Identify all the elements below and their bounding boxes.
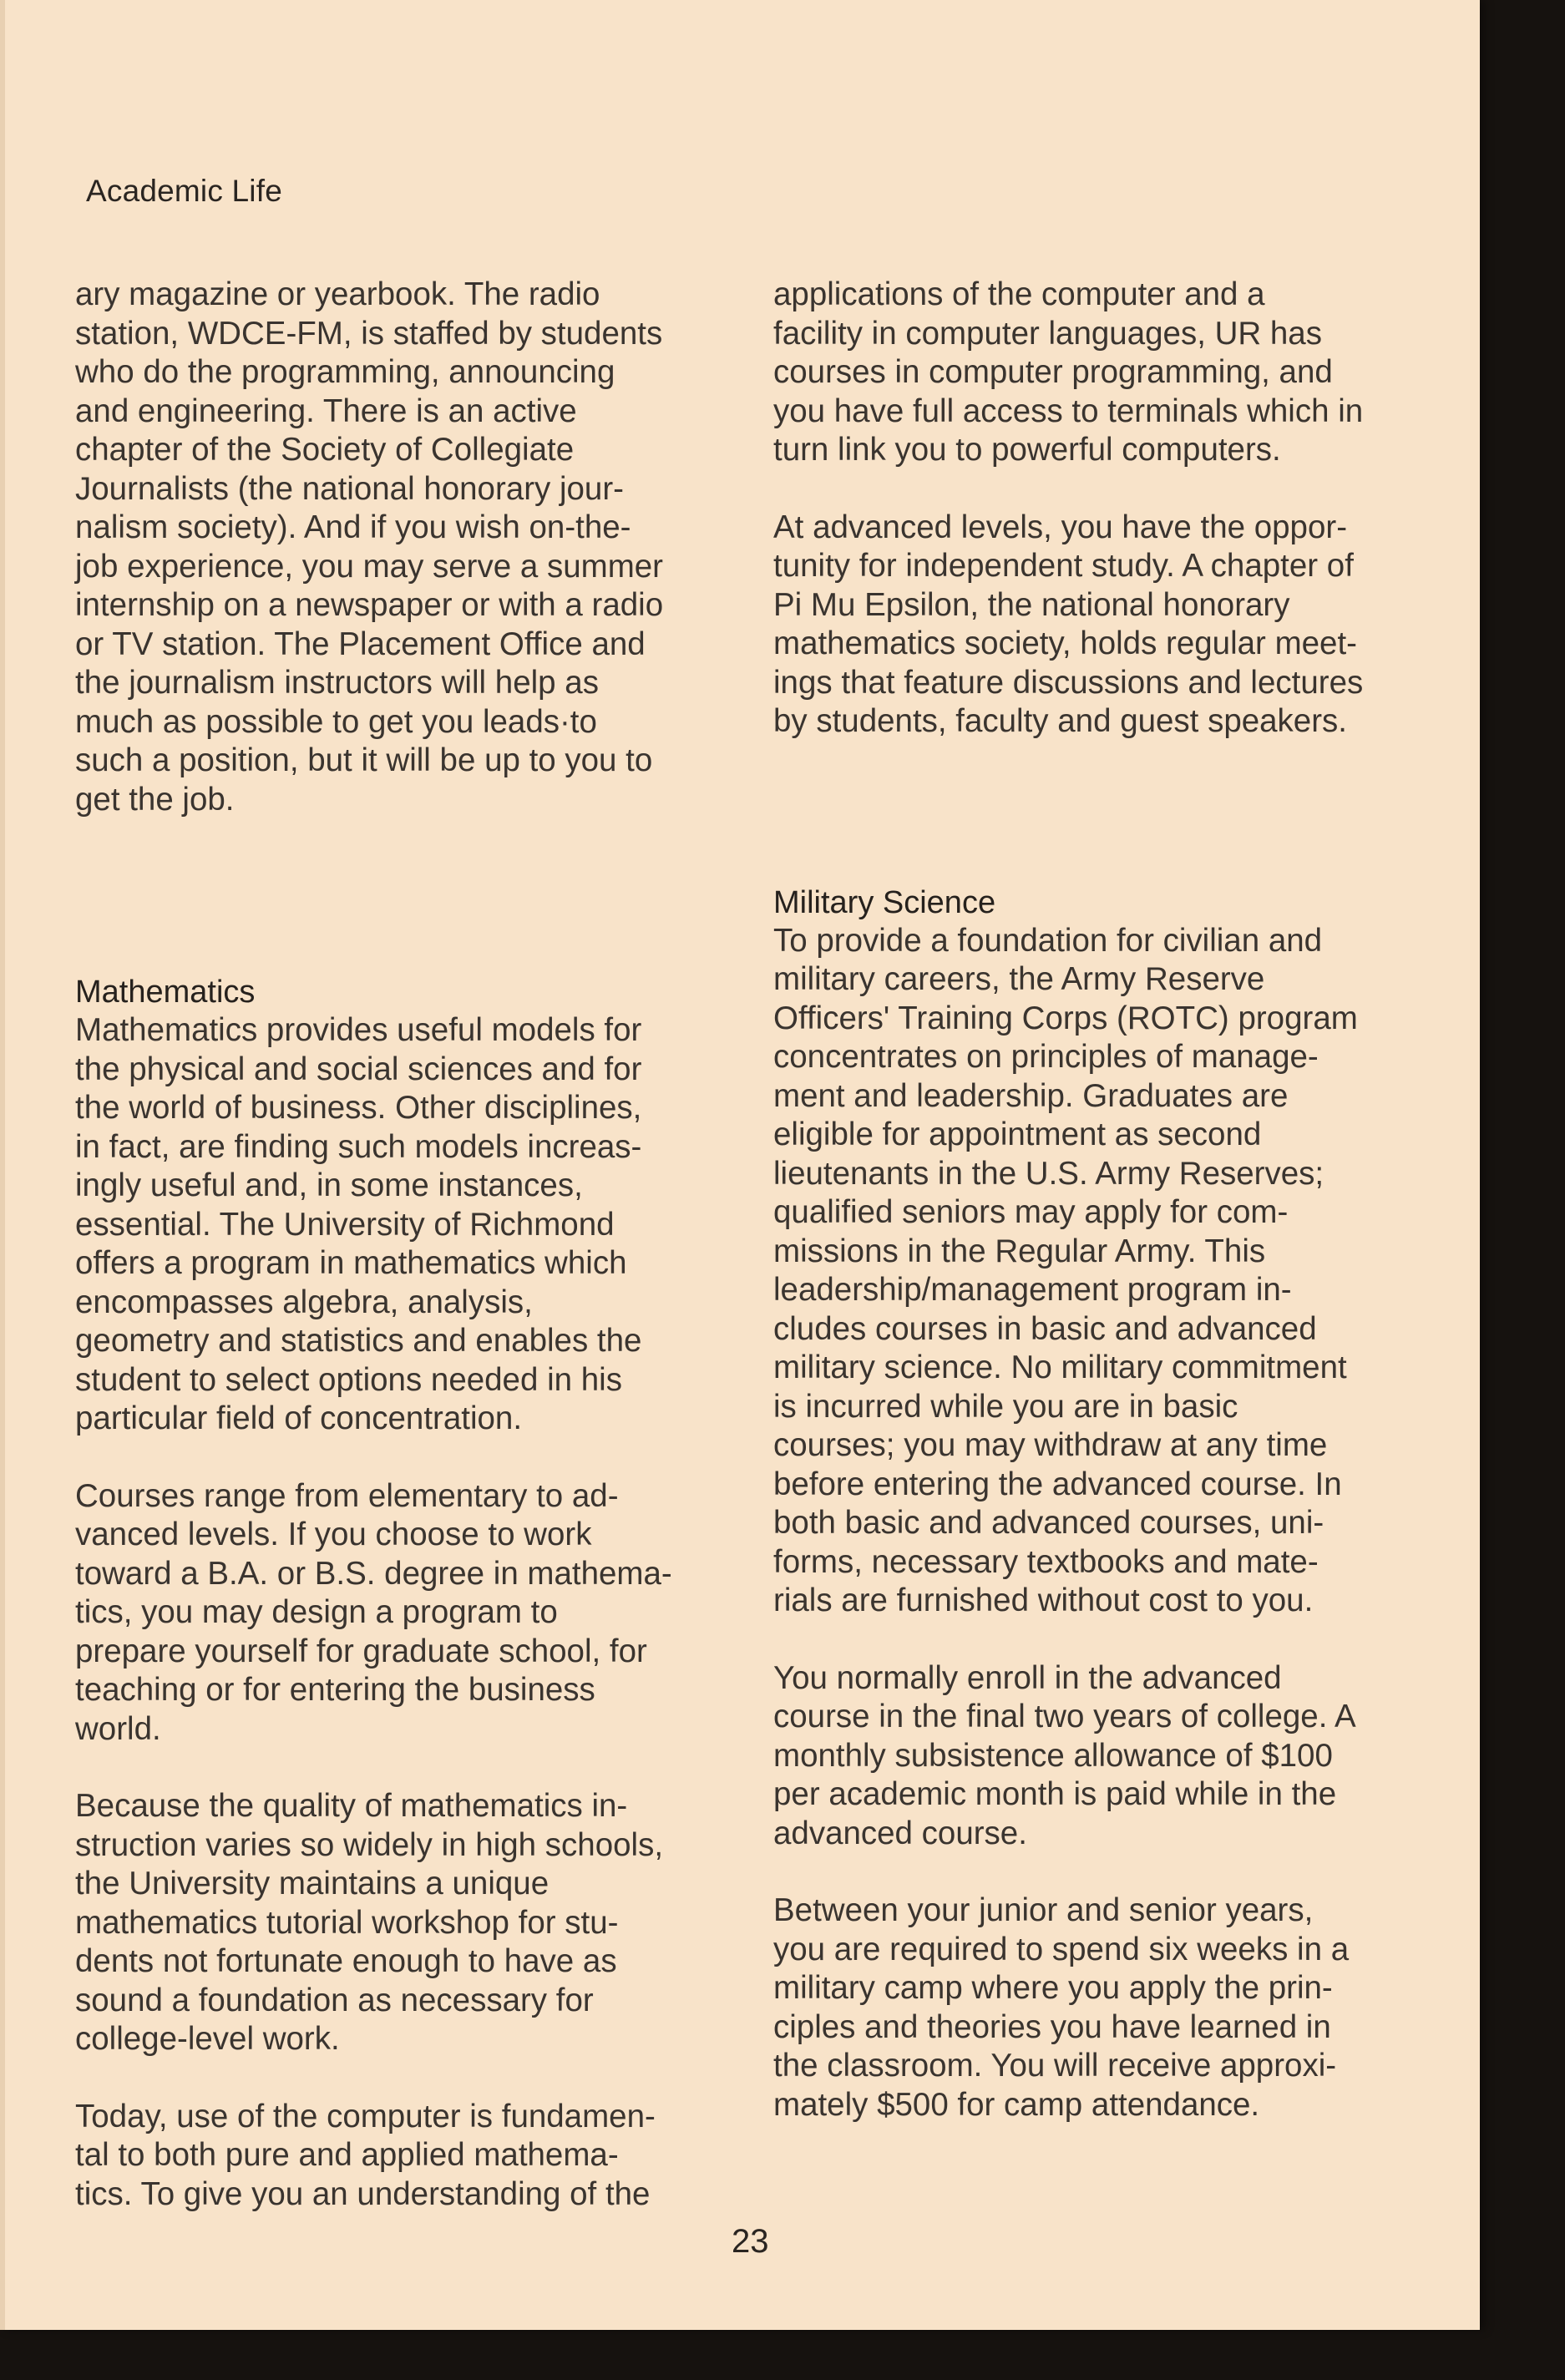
mathematics-paragraph-2: Courses range from elementary to ad- vanced levels. If you choose to work toward a B.A. or B.S. degree in mathema- tics, you may design a program to prepare yourself for graduate school, for teaching or for entering the business world. [75, 1477, 672, 1747]
running-head: Academic Life [86, 174, 282, 208]
computer-paragraph: applications of the computer and a facility in computer languages, UR has courses in computer programming, and you have full access to terminals which in turn link you to powerful computers. [773, 276, 1364, 468]
mathematics-paragraph-1: Mathematics provides useful models for the physical and social sciences and for the world of business. Other disciplines, in fact, are finding such models increas- ingly useful and, in some instances, essential. The University of Richmond offers a program in mathematics which encompasses algebra, analysis, geometry and statistics and enables the student to select options needed in his particular field of concentration. [75, 1012, 642, 1436]
mathematics-paragraph-4: Today, use of the computer is fundamen- tal to both pure and applied mathema- tics. To give you an understanding of the [75, 2098, 656, 2212]
intro-paragraph: ary magazine or yearbook. The radio station, WDCE-FM, is staffed by students who do the programming, announcing and engineering. There is an active chapter of the Society of Collegiate Journalists (the national honorary jour- nalism society). And if you wish on-the- job experience, you may serve a summer internship on a newspaper or with a radio or TV station. The Placement Office and the journalism instructors will help as much as possible to get you leads·to such a position, but it will be up to you to get the job. [75, 276, 664, 818]
page-number: 23 [732, 2223, 769, 2260]
military-paragraph-3: Between your junior and senior years, you are required to spend six weeks in a military camp where you apply the prin- ciples and theories you have learned in the classroom. You will receive approxi- mately $500 for camp attendance. [773, 1892, 1350, 2123]
right-column [773, 276, 1433, 2124]
advanced-study-paragraph: At advanced levels, you have the oppor- tunity for independent study. A chapter of Pi Mu Epsilon, the national honorary mathematics society, holds regular meet- ings that feature discussions and lectures by students, faculty and guest speakers. [773, 509, 1364, 739]
mathematics-paragraph-3: Because the quality of mathematics in- struction varies so widely in high schools, the University maintains a unique mathematics tutorial workshop for stu- dents not fortunate enough to have as sound a foundation as necessary for college-level work. [75, 1788, 664, 2057]
military-paragraph-1: To provide a foundation for civilian and military careers, the Army Reserve Officers' Training Corps (ROTC) program concentrates on principles of manage- ment and leadership. Graduates are eligible for appointment as second lieutenants in the U.S. Army Reserves; qualified seniors may apply for com- missions in the Regular Army. This leadership/management program in- cludes courses in basic and advanced military science. No military commitment is incurred while you are in basic courses; you may withdraw at any time before entering the advanced course. In both basic and advanced courses, uni- forms, necessary textbooks and mate- rials are furnished without cost to you. [773, 922, 1358, 1618]
military-science-heading: Military Science [773, 884, 996, 920]
left-column [75, 276, 735, 2214]
military-paragraph-2: You normally enroll in the advanced course in the final two years of college. A monthly subsistence allowance of $100 per academic month is paid while in the advanced course. [773, 1659, 1356, 1851]
mathematics-heading: Mathematics [75, 975, 256, 1010]
